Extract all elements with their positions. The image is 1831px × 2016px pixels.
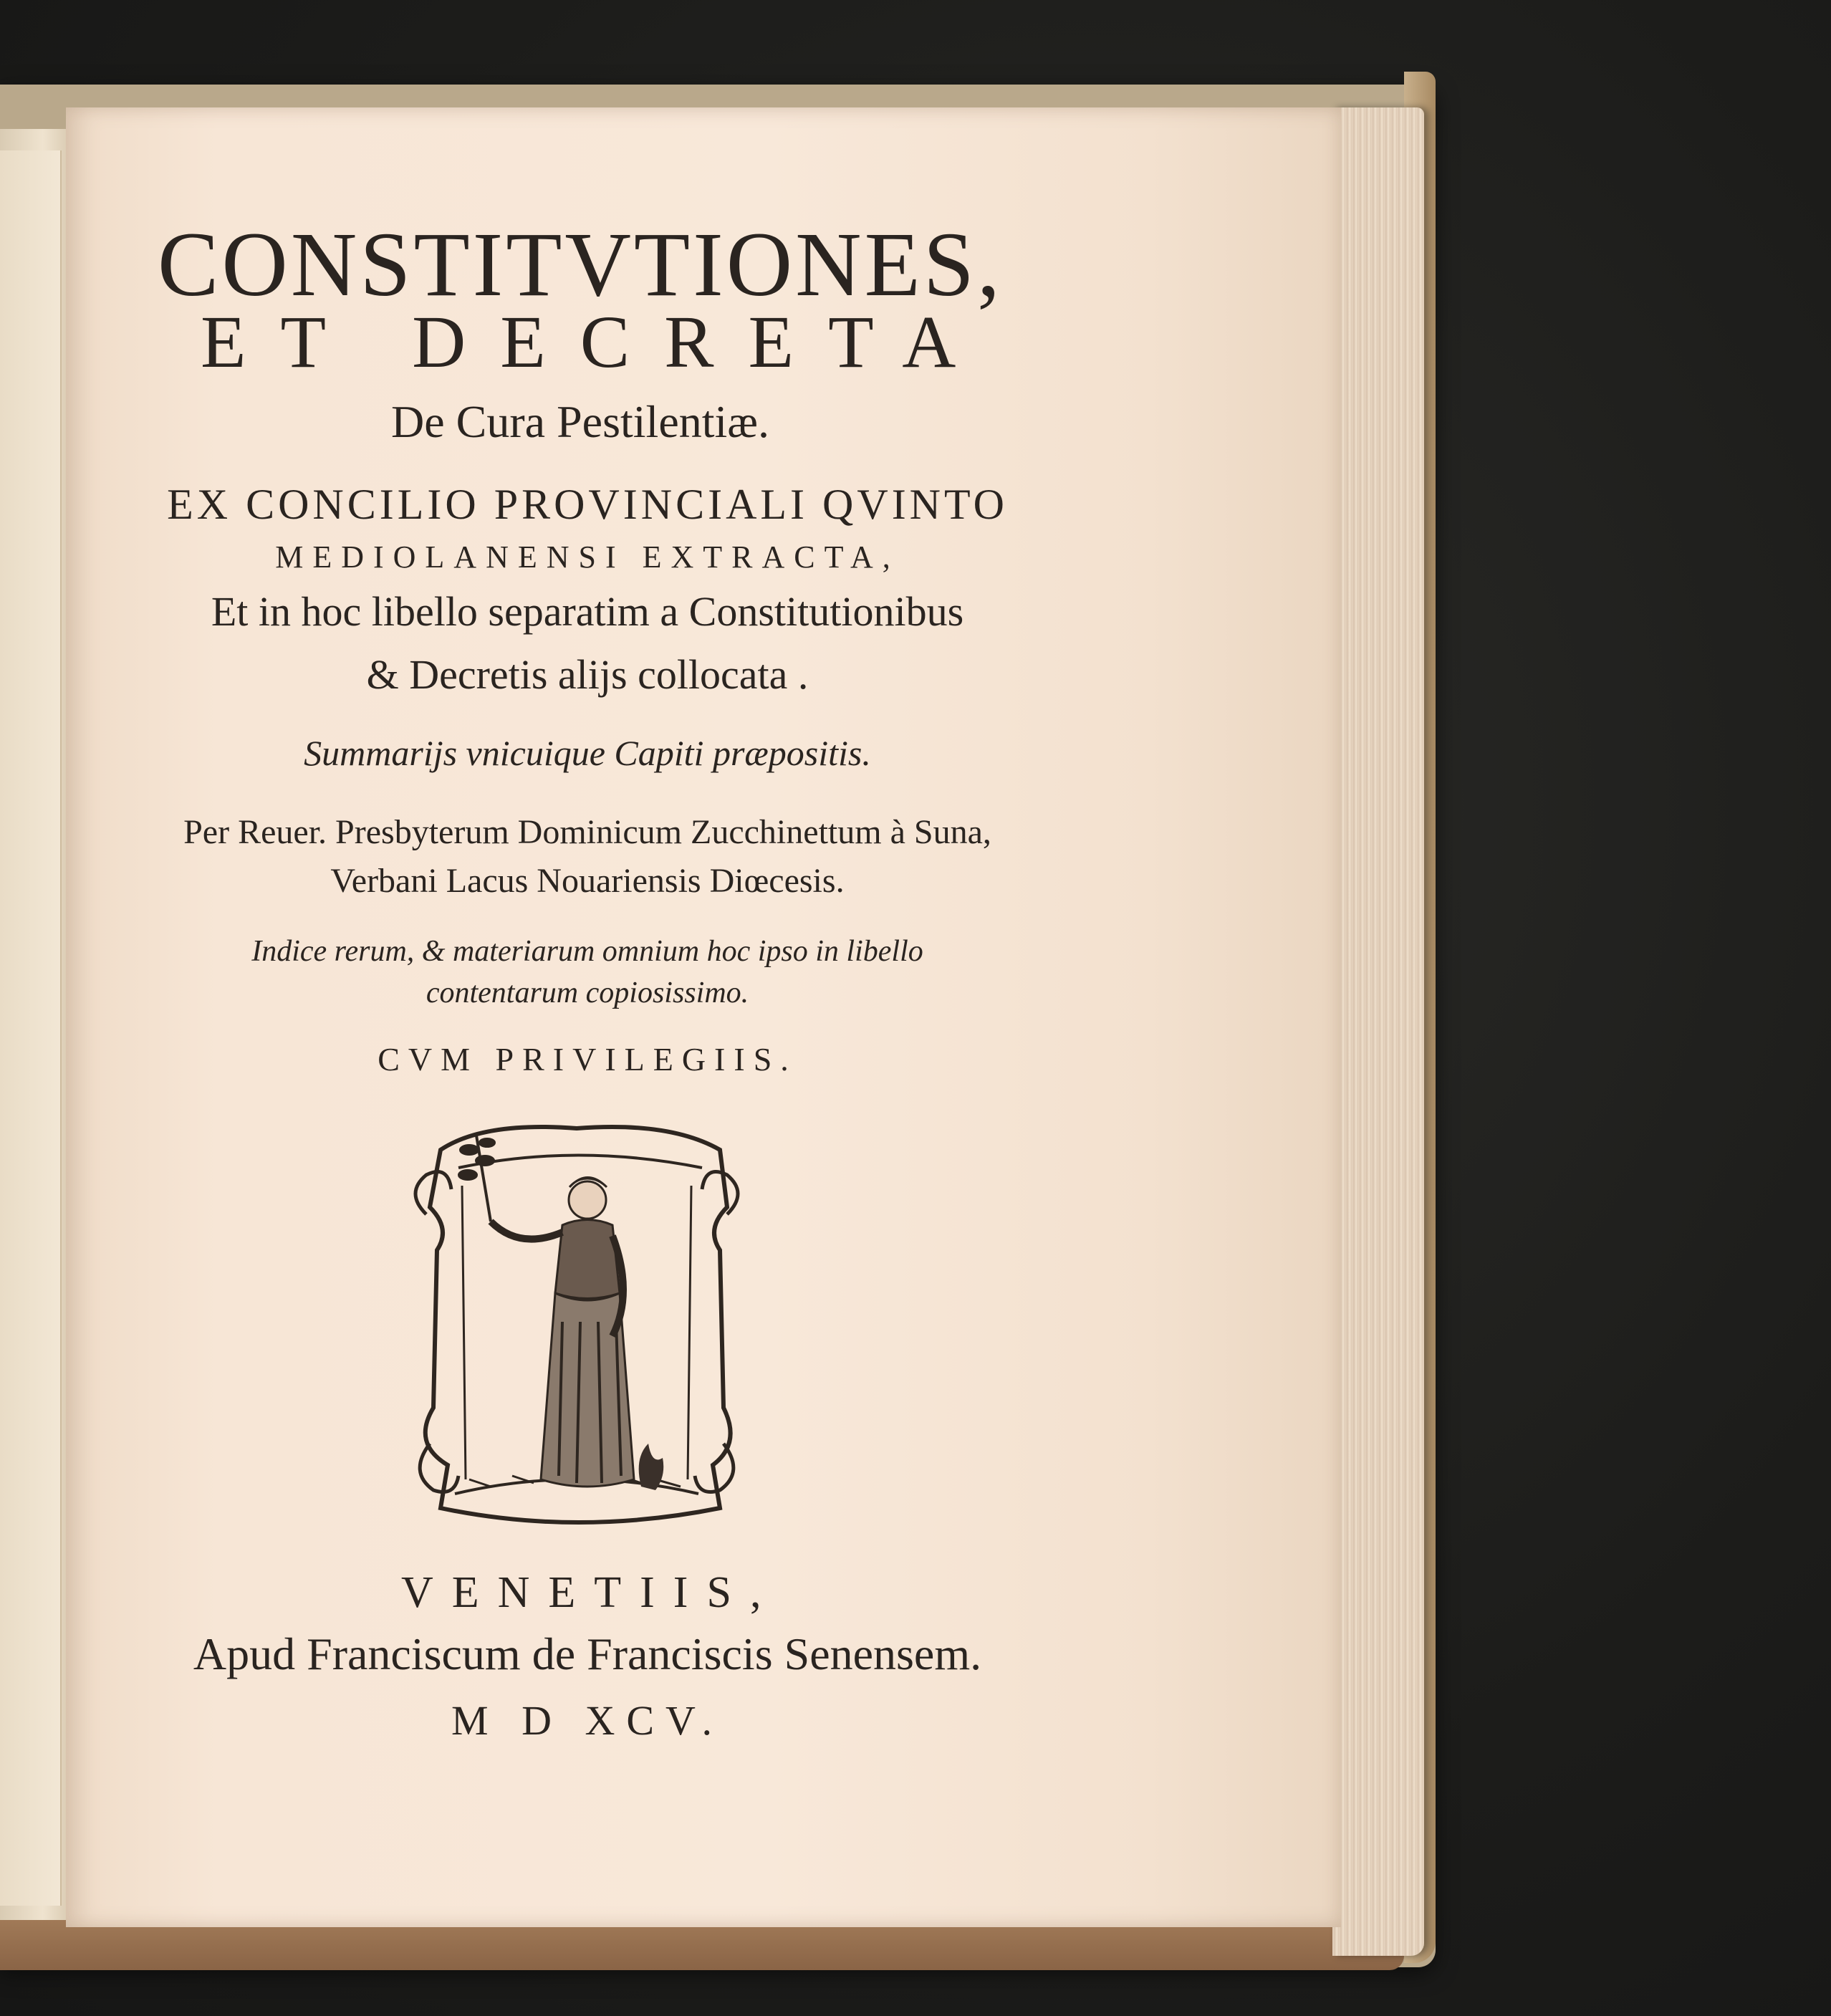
source-line-2: MEDIOLANENSI EXTRACTA, [275, 539, 900, 575]
source-line-1: EX CONCILIO PROVINCIALI QVINTO [167, 481, 1008, 528]
imprint-place: VENETIIS, [401, 1568, 780, 1617]
title-main: CONSTITVTIONES, [158, 213, 1003, 315]
imprint-printer: Apud Franciscum de Franciscis Senensem. [193, 1628, 982, 1679]
author-line-2: Verbani Lacus Nouariensis Diœcesis. [330, 862, 845, 900]
author-line-1: Per Reuer. Presbyterum Dominicum Zucchinettum à Suna, [183, 813, 991, 851]
imprint-year: M D XCV. [451, 1697, 724, 1744]
printers-device-woodcut [398, 1107, 756, 1551]
description-line-2: & Decretis alijs collocata . [366, 651, 809, 698]
subtitle: De Cura Pestilentiæ. [391, 396, 769, 447]
left-page-edge [0, 150, 62, 1906]
description-line-1: Et in hoc libello separatim a Constitutionibus [211, 588, 964, 635]
summaries-note: Summarijs vnicuique Capiti præpositis. [304, 733, 871, 773]
index-note-line-2: contentarum copiosissimo. [426, 976, 749, 1009]
page-block-fore-edge [1332, 107, 1424, 1956]
title-secondary: ET DECRETA [201, 301, 991, 383]
index-note-line-1: Indice rerum, & materiarum omnium hoc ipso in libello [251, 935, 923, 968]
privilege-line: CVM PRIVILEGIIS. [378, 1041, 797, 1077]
